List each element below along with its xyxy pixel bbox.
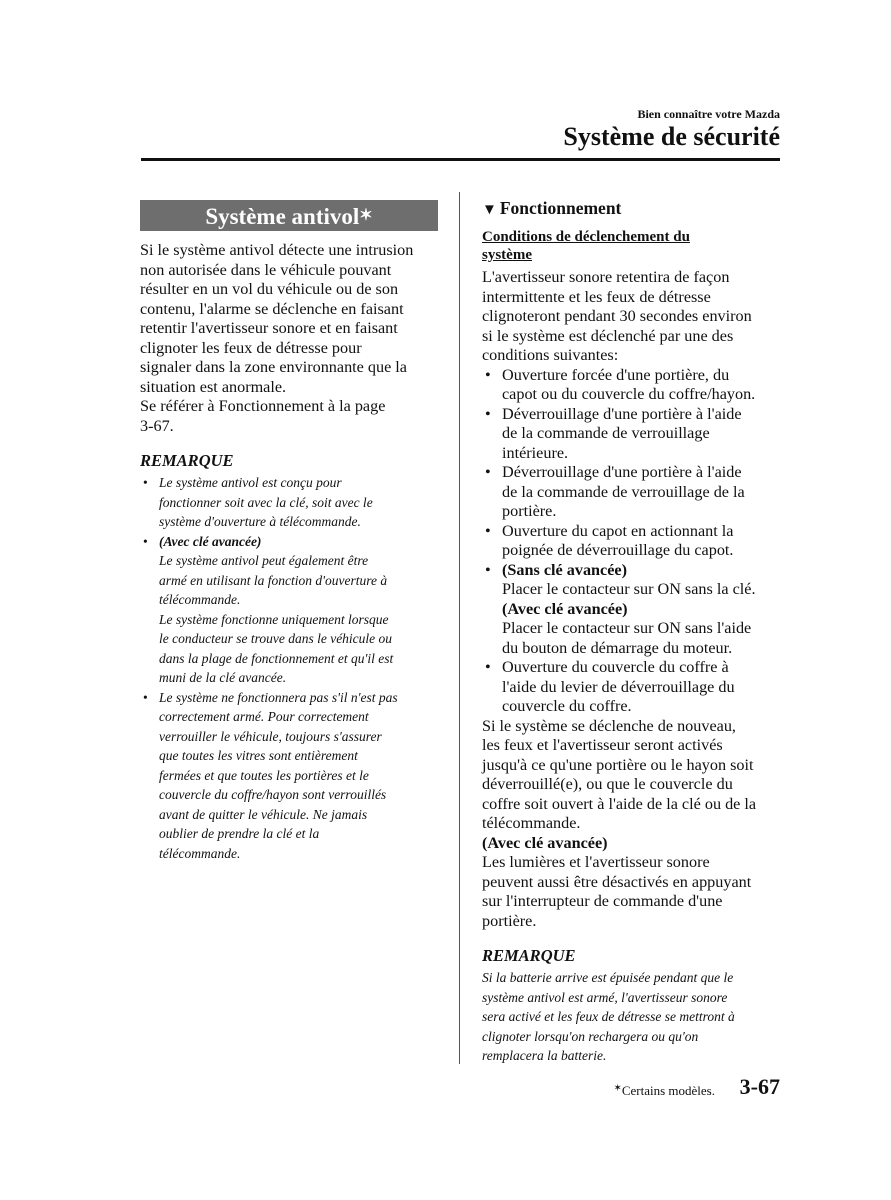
list-item xyxy=(482,561,782,659)
text-line: déverrouillé(e), ou que le couvercle du xyxy=(482,775,733,793)
fonctionnement-heading xyxy=(482,198,782,219)
text-line: sur l'interrupteur de commande d'une xyxy=(482,892,723,910)
remarque-note xyxy=(482,968,782,1066)
bullet-icon: • xyxy=(485,658,491,676)
list-line: capot ou du couvercle du coffre/hayon. xyxy=(502,385,756,403)
text-line: Les lumières et l'avertisseur sonore xyxy=(482,853,710,871)
bullet-icon: • xyxy=(143,475,148,490)
conditions-heading xyxy=(482,228,782,264)
star-icon: ✶ xyxy=(359,207,373,224)
list-line: Ouverture du couvercle du coffre à xyxy=(502,658,729,676)
note-line: couvercle du coffre/hayon sont verrouillés xyxy=(159,787,387,802)
text-line: clignoter les feux de détresse pour xyxy=(140,338,362,357)
text-line: coffre soit ouvert à l'aide de la clé ou de la xyxy=(482,794,757,813)
column-divider xyxy=(459,192,460,1064)
list-item xyxy=(482,366,782,405)
list-line: Placer le contacteur sur ON sans la clé. xyxy=(502,580,756,598)
text-line: télécommande. xyxy=(482,814,581,832)
text-line: Si le système se déclenche de nouveau, xyxy=(482,716,736,735)
triangle-down-icon: ▼ xyxy=(482,202,497,218)
note-line: fonctionner soit avec la clé, soit avec le xyxy=(159,494,373,510)
note-line: verrouiller le véhicule, toujours s'assurer xyxy=(159,728,382,744)
note-line: télécommande. xyxy=(159,592,241,607)
list-line: Déverrouillage d'une portière à l'aide xyxy=(502,404,742,423)
section-title-bar xyxy=(140,200,438,231)
list-line: Déverrouillage d'une portière à l'aide xyxy=(502,463,742,481)
list-item xyxy=(482,658,782,717)
note-line: avant de quitter le véhicule. Ne jamais xyxy=(159,806,368,822)
text-line: intermittente et les feux de détresse xyxy=(482,287,711,306)
footer-note-text: Certains modèles. xyxy=(621,1083,715,1098)
remarque-title: REMARQUE xyxy=(482,946,576,965)
text-line: non autorisée dans le véhicule pouvant xyxy=(140,260,392,279)
heading-line: Conditions de déclenchement du xyxy=(482,229,690,245)
note-line: correctement armé. Pour correctement xyxy=(159,709,369,724)
bullet-icon: • xyxy=(143,533,148,549)
note-line: Le système fonctionne uniquement lorsque xyxy=(159,611,389,627)
text-line: contenu, l'alarme se déclenche en faisant xyxy=(140,299,404,318)
bullet-icon: • xyxy=(485,404,491,423)
note-line: dans la plage de fonctionnement et qu'il est xyxy=(159,650,394,666)
star-icon: ✶ xyxy=(613,1083,622,1094)
header-subtitle: Bien connaître votre Mazda xyxy=(637,107,780,121)
text-line: peuvent aussi être désactivés en appuyant xyxy=(482,872,752,891)
bullet-icon: • xyxy=(143,689,148,705)
note-line: clignoter lorsqu'on rechargera ou qu'on xyxy=(482,1028,699,1044)
text-line: L'avertisseur sonore retentira de façon xyxy=(482,268,730,286)
note-line: le conducteur se trouve dans le véhicule ou xyxy=(159,631,393,646)
note-item xyxy=(140,473,438,532)
page-number: 3-67 xyxy=(739,1074,780,1099)
remarque-notes xyxy=(140,473,438,863)
list-item xyxy=(482,522,782,561)
note-line: Le système antivol est conçu pour xyxy=(159,475,342,490)
conditions-body xyxy=(482,268,782,931)
text-line: résulter en un vol du véhicule ou de son xyxy=(140,280,399,298)
left-column xyxy=(140,200,438,863)
note-line: fermées et que toutes les portières et le xyxy=(159,767,369,783)
note-line: système antivol est armé, l'avertisseur sonore xyxy=(482,989,728,1005)
remarque-title: REMARQUE xyxy=(140,451,234,470)
text-line: signaler dans la zone environnante que la xyxy=(140,358,407,376)
note-line: armé en utilisant la fonction d'ouverture à xyxy=(159,572,388,588)
note-line: Le système ne fonctionnera pas s'il n'est pas xyxy=(159,689,398,705)
note-line: Si la batterie arrive est épuisée pendant que le xyxy=(482,970,734,985)
list-line: Placer le contacteur sur ON sans l'aide xyxy=(502,619,752,637)
bullet-icon: • xyxy=(485,560,491,579)
text-line: conditions suivantes: xyxy=(482,346,619,364)
note-line: muni de la clé avancée. xyxy=(159,670,287,685)
header-rule xyxy=(141,158,780,161)
text-line: 3-67. xyxy=(140,416,174,435)
bullet-icon: • xyxy=(485,365,491,384)
footer-note xyxy=(613,1083,715,1099)
text-line: les feux et l'avertisseur seront activés xyxy=(482,736,723,754)
right-column xyxy=(482,196,782,1066)
note-line: Le système antivol peut également être xyxy=(159,553,369,568)
text-line: Se référer à Fonctionnement à la page xyxy=(140,397,386,415)
text-line: Si le système antivol détecte une intrusion xyxy=(140,241,414,259)
bullet-icon: • xyxy=(485,463,491,481)
list-item xyxy=(482,463,782,522)
text-line: situation est anormale. xyxy=(140,377,287,396)
list-line: du bouton de démarrage du moteur. xyxy=(502,638,733,657)
list-line: (Avec clé avancée) xyxy=(502,599,628,618)
list-line: couvercle du coffre. xyxy=(502,697,632,715)
text-line: portière. xyxy=(482,911,537,930)
text-line: si le système est déclenché par une des xyxy=(482,326,734,345)
list-line: intérieure. xyxy=(502,443,569,462)
text-line: jusqu'à ce qu'une portière ou le hayon soit xyxy=(482,755,754,774)
note-line: oublier de prendre la clé et la xyxy=(159,826,320,841)
list-line: de la commande de verrouillage de la xyxy=(502,482,745,501)
note-line: sera activé et les feux de détresse se mettront à xyxy=(482,1009,735,1024)
note-line: remplacera la batterie. xyxy=(482,1048,607,1063)
heading-line: système xyxy=(482,247,532,263)
list-item xyxy=(482,405,782,464)
list-line: de la commande de verrouillage xyxy=(502,424,710,442)
note-item xyxy=(140,688,438,864)
note-line: (Avec clé avancée) xyxy=(159,533,262,549)
list-line: l'aide du levier de déverrouillage du xyxy=(502,677,735,696)
note-line: que toutes les vitres sont entièrement xyxy=(159,748,358,763)
section-title: Système antivol xyxy=(205,204,360,229)
avec-label: (Avec clé avancée) xyxy=(482,833,608,852)
list-line: (Sans clé avancée) xyxy=(502,560,627,579)
bullet-icon: • xyxy=(485,521,491,540)
conditions-list xyxy=(482,366,782,717)
list-line: Ouverture du capot en actionnant la xyxy=(502,521,734,540)
note-line: système d'ouverture à télécommande. xyxy=(159,514,361,529)
text-line: clignoteront pendant 30 secondes environ xyxy=(482,307,752,325)
note-line: télécommande. xyxy=(159,845,241,861)
intro-paragraph xyxy=(140,241,438,436)
page-title: Système de sécurité xyxy=(563,122,780,151)
note-item xyxy=(140,532,438,688)
heading-text: Fonctionnement xyxy=(499,198,622,218)
list-line: portière. xyxy=(502,502,557,520)
text-line: retentir l'avertisseur sonore et en faisant xyxy=(140,319,398,337)
list-line: poignée de déverrouillage du capot. xyxy=(502,541,734,559)
list-line: Ouverture forcée d'une portière, du xyxy=(502,365,730,384)
